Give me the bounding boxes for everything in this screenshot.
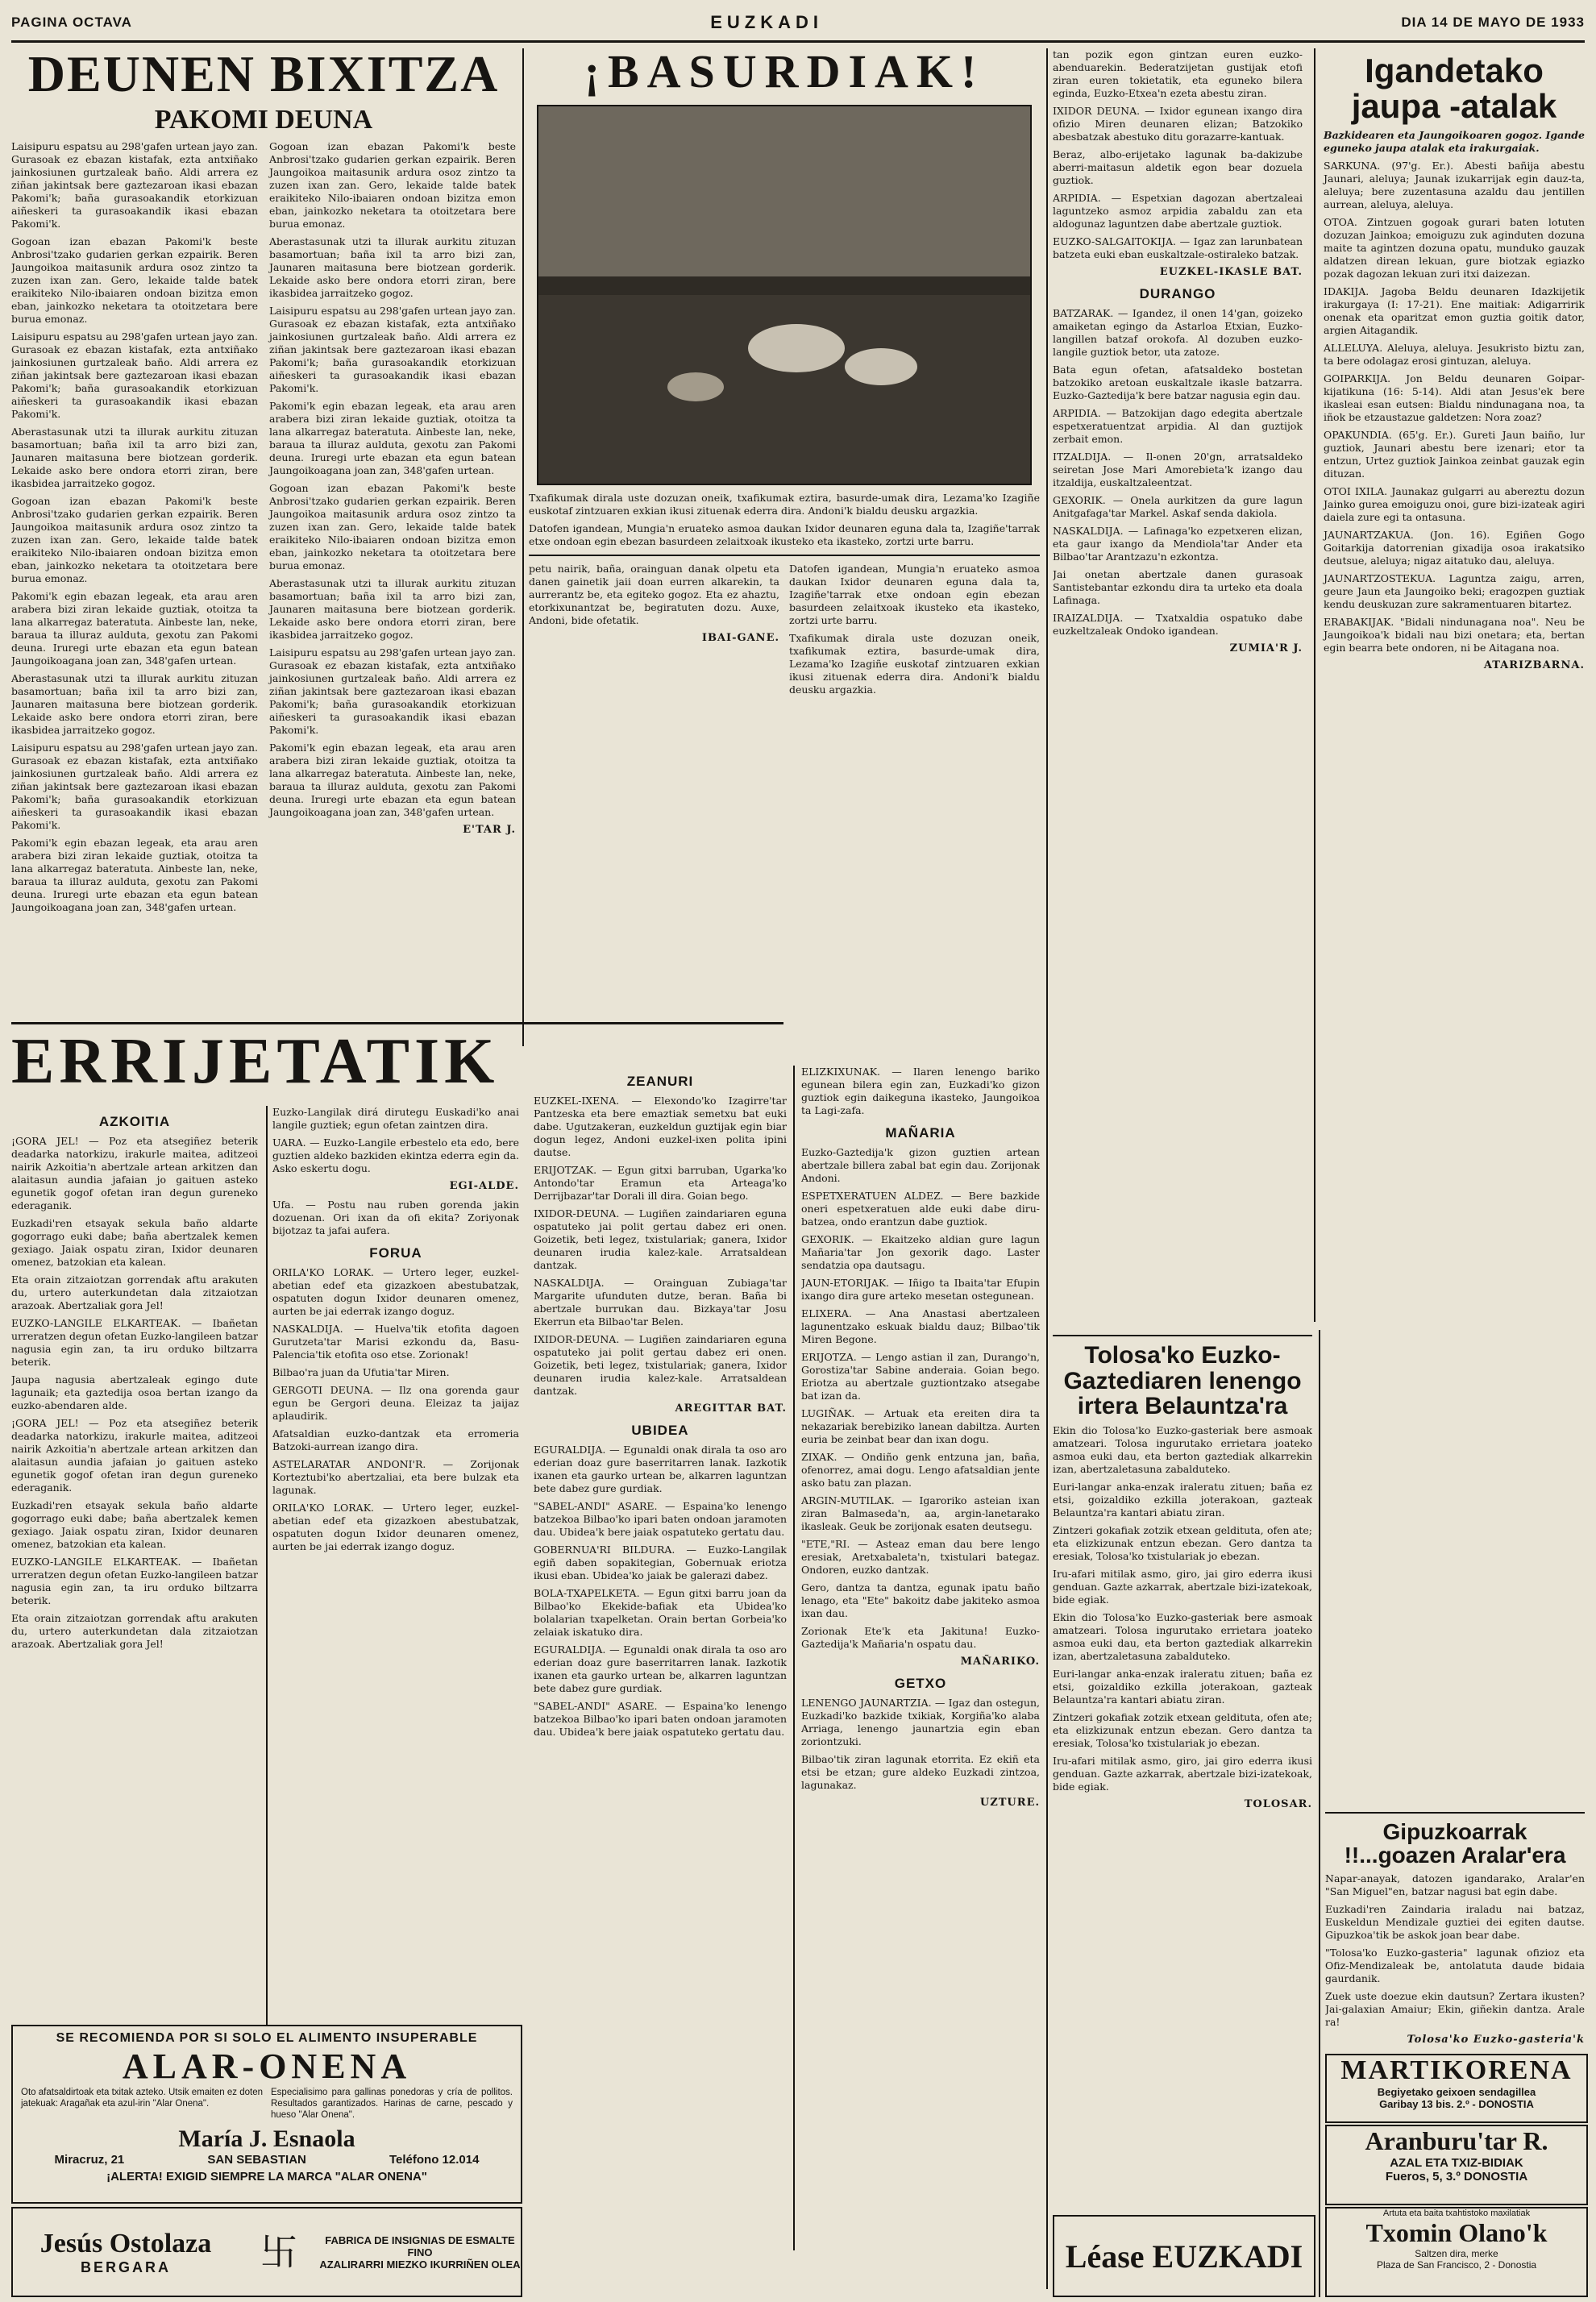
news-paragraph: ¡GORA JEL! — Poz eta atsegiñez beterik deadarka natorkizu, irakurle maitea, aditzeoi nairik Azkoitia'n abertzale artean arkitzen dan alaitasun aundia jafaian jo gaituen asteko egunetik gogof ofetan iran degun gureneko ederaganik. xyxy=(11,1417,258,1494)
news-paragraph: LUGIÑAK. — Artuak eta ereiten dira ta nekazariak berebiziko lanean dabiltza. Aurten euria be zeinbat bear dan ixan dogu. xyxy=(801,1407,1040,1445)
newspaper-name: EUZKADI xyxy=(710,12,824,32)
ad-address: Garibay 13 bis. 2.º - DONOSTIA xyxy=(1379,2098,1534,2110)
ad-city: SAN SEBASTIAN xyxy=(207,2153,306,2167)
news-paragraph: "SABEL-ANDI" ASARE. — Espaina'ko lenengo batzekoa Bilbao'ko ipari baten ondoan jaramoten dau. Ubidea'k bere jaiak ospatuteko gertatu dau. xyxy=(534,1700,787,1738)
ad-alar-onena xyxy=(11,2025,522,2204)
news-paragraph: GERGOTI DEUNA. — Ilz ona gorenda gaur egun be Gergori deuna. Eleizaz ta jaijaz aplaudirik. xyxy=(272,1384,519,1422)
news-paragraph: GOBERNUA'RI BILDURA. — Euzko-Langilak egiñ daben sopakitegian, Gobernuak eriotza ikusi eban. Ubidea'ko jaiak be galerazi dabez. xyxy=(534,1544,787,1581)
news-paragraph: Eta orain zitzaiotzan gorrendak aftu arakuten du, urtero auterkundetan dala zitzaiotzan arazoak. Abertzaliak gora Jel! xyxy=(11,1612,258,1650)
article-title: Gipuzkoarrak !!...goazen Aralar'era xyxy=(1344,1819,1566,1868)
town-heading-durango: DURANGO xyxy=(1139,286,1216,301)
reading-paragraph: IDAKIJA. Jagoba Beldu deunaren Idazkijetik irakurgaya (I: 17-21). Ene maitiak: Adigarririk onenak eta oparitzat emon guztia goitik dator, argien Aitagandik. xyxy=(1324,285,1585,337)
news-signature: AREGITTAR BAT. xyxy=(675,1402,787,1415)
lauburu-icon: 卐 xyxy=(260,2231,297,2273)
news-paragraph: Bilbao'ra juan da Ufutia'tar Miren. xyxy=(272,1366,450,1378)
ad-brand: Léase EUZKADI xyxy=(1065,2238,1303,2275)
news-paragraph: NASKALDIJA. — Huelva'tik etofita dagoen Gurutzeta'tar Marisi ezkondu da, Basu-Palencia'tik etofita oso etse. Zorionak! xyxy=(272,1323,519,1361)
article-title: Tolosa'ko Euzko-Gaztediaren lenengo irtera Belauntza'ra xyxy=(1063,1342,1302,1419)
news-paragraph: LENENGO JAUNARTZIA. — Igaz dan ostegun, Euzkadi'ko bazkide txikiak, Korgiña'ko alaba Arriaga, lenengo jaunartzia egin eban zoriontzuki. xyxy=(801,1697,1040,1747)
article-title: ¡BASURDIAK! xyxy=(584,48,985,98)
news-paragraph: Euzkadi'ren etsayak sekula baño aldarte gogorrago euki dabe; baña abertzalek kemen gexiago. Jaiak ospatu ziran, Ixidor deunaren omenez, batzokian eta kalean. xyxy=(11,1499,258,1550)
ad-brand: ALAR-ONENA xyxy=(122,2046,412,2086)
news-paragraph: NASKALDIJA. — Lafinaga'ko ezpetxeren elizan, eta gaur ixango da Mendiola'tar Ander eta Bilbao'tar Arantzazu'n ezkontza. xyxy=(1053,525,1303,563)
article-signature: E'TAR J. xyxy=(463,824,516,836)
news-paragraph: GEXORIK. — Onela aurkitzen da gure lagun Anitgafaga'tar Markel. Askaf senda dakiola. xyxy=(1053,494,1303,519)
news-paragraph: ASTELARATAR ANDONI'R. — Zorijonak Korteztubi'ko abertzaliai, eta bere bulzak eta lagunak. xyxy=(272,1458,519,1496)
article-signature: TOLOSAR. xyxy=(1244,1797,1312,1810)
news-paragraph: ARPIDIA. — Espetxian dagozan abertzaleai laguntzeko asmoz arpidia zabaldu zan eta aldogunaz laguntzen dabe abertzale guztiok. xyxy=(1053,192,1303,230)
column-rule xyxy=(793,1066,795,2250)
news-signature: ZUMIA'R J. xyxy=(1229,642,1303,654)
ad-alert: ¡ALERTA! EXIGID SIEMPRE LA MARCA "ALAR ONENA" xyxy=(106,2170,427,2184)
article-paragraph: Pakomi'k egin ebazan legeak, eta arau aren arabera bizi ziran lekaide guztiak, otoitza ta lana alkarregaz bateratuta. Ainbeste lan, neke, baraua ta illuraz aulduta, gexotu zan Pakomi deuna. Iruregi urte ebazan eta egun batean Jaungoikoagana joan zan, 348'gafen urtean. xyxy=(269,400,516,476)
photo-caption: Txafikumak dirala uste dozuzan oneik, txafikumak eztira, basurde-umak dira, Lezama'ko Izagiñe euskotaf zintzuaren exkian ikusi zituenak ederra dira. Andoni'k bialdu deusku argazkia. xyxy=(529,492,1040,517)
town-heading-ubidea: UBIDEA xyxy=(631,1423,689,1438)
news-paragraph: IXIDOR-DEUNA. — Lugiñen zaindariaren eguna ospatuteko jai polit gertau dabez eri onen. Goizetik, beti legez, txistulariak; ganera, Ixidor deunaren irudia kalez-kale. Arratsaldean dantzak. xyxy=(534,1333,787,1397)
news-paragraph: EUZKEL-IXENA. — Elexondo'ko Izagirre'tar Pantzeska eta bere emaztiak semetxu bat euki dabe. Ugutzakeran, euzkeldun guztijak egin biar dogun legez, Andoni euzkel-ixen polita ipini dautse. xyxy=(534,1095,787,1158)
ad-martikorena xyxy=(1325,2054,1588,2123)
ad-seller: María J. Esnaola xyxy=(178,2125,355,2152)
article-paragraph: Pakomi'k egin ebazan legeak, eta arau aren arabera bizi ziran lekaide guztiak, otoitza ta lana alkarregaz bateratuta. Ainbeste lan, neke, baraua ta illuraz aulduta, gexotu zan Pakomi deuna. Iruregi urte ebazan eta egun batean Jaungoikoagana joan zan, 348'gafen urtean. xyxy=(11,837,258,913)
news-paragraph: BOLA-TXAPELKETA. — Egun gitxi barru joan da Bilbao'ko Ekekide-bafiak eta Ubidea'ko bolalarian txapelketan. Orain bertan Gorbeia'ko zelaiak iskatuko dira. xyxy=(534,1587,787,1638)
article-signature: Tolosa'ko Euzko-gasteria'k xyxy=(1407,2033,1585,2046)
ad-lease-euzkadi xyxy=(1053,2215,1315,2297)
column-azkoitia xyxy=(11,1106,258,2013)
article-paragraph: Datofen igandean, Mungia'n eruateko asmoa daukan Ixidor deunaren eguna dala ta, Izagiñe'tarrak etxe ondoan egin ebezan basurdeen zelaitxoak ikusteko eta ikasteko, zortzi urte barru. xyxy=(789,563,1040,626)
reading-paragraph: GOIPARKIJA. Jon Beldu deunaren Goipar-kijatikuna (16: 5-14). Aldi atan Jesus'ek bere ikasleai esan eutsen: Bialdu nindunagana noa, ta iñok be etzaustazue galdetzen: Nora zoaz? xyxy=(1324,372,1585,424)
masthead xyxy=(11,5,1585,43)
news-paragraph: ESPETXERATUEN ALDEZ. — Bere bazkide oneri espetxeratuen alde euki dabe diru-batzea, ondo erantzun dabe guztiok. xyxy=(801,1190,1040,1228)
column-rule xyxy=(1046,48,1048,2289)
news-paragraph: Beraz, albo-erijetako lagunak ba-dakizube aberri-maitasun aldetik egon bear dozuela guztiok. xyxy=(1053,148,1303,186)
news-paragraph: EUZKO-LANGILE ELKARTEAK. — Ibañetan urreratzen degun ofetan Euzko-langileen batzar nagusia egin zan, ta iru orduko biltzarra beterik. xyxy=(11,1317,258,1368)
town-heading-zeanuri: ZEANURI xyxy=(626,1074,694,1089)
news-paragraph: JAUN-ETORIJAK. — Iñigo ta Ibaita'tar Efupin ixango dira gure arteko mesetan ostegunean. xyxy=(801,1277,1040,1302)
news-signature: MAÑARIKO. xyxy=(960,1656,1040,1668)
article-paragraph: Aberastasunak utzi ta illurak aurkitu zituzan basamortuan; baña ixil ta arro bizi zan, Jaunaren maitasuna bere biotzean gorderik. Lekaide asko bere ondora etorri ziran, bere ikasbidea jarraitzeko gogoz. xyxy=(269,577,516,641)
news-paragraph: Jaupa nagusia abertzaleak egingo dute lagunaik; eta gaztedija osoa bertan izango da euzko-abendaren alde. xyxy=(11,1373,258,1411)
news-paragraph: Zorionak Ete'k eta Jakituna! Euzko-Gaztedija'k Mañaria'n ospatu dau. xyxy=(801,1625,1040,1650)
ad-text: Especialisimo para gallinas ponedoras y cría de pollitos. Resultados garantizados. Harinas de carne, pescado y hueso "Alar Onena". xyxy=(271,2088,513,2120)
town-heading-manaria: MAÑARIA xyxy=(885,1125,956,1141)
ad-text: AZALIRARRI MIEZKO IKURRIÑEN OLEA xyxy=(319,2258,521,2271)
news-paragraph: Eta orain zitzaiotzan gorrendak aftu arakuten du, urtero auterkundetan dala zitzaiotzan arazoak. Abertzaliak gora Jel! xyxy=(11,1274,258,1311)
reading-paragraph: JAUNARTZAKUA. (Jon. 16). Egiñen Gogo Goitarkija datorrenian gixadija osoa irakatsiko deutsue, aleluya; nigaz aitatuko dau, aleluya. xyxy=(1324,529,1585,567)
ad-text: Artuta eta baita txahtistoko maxilatiak xyxy=(1382,2209,1531,2218)
ad-phone: Teléfono 12.014 xyxy=(389,2153,480,2167)
news-paragraph: ZIXAK. — Ondiño genk entzuna jan, baña, ofenorrez, amai dogu. Lengo afatsaldian jente asko batu zan plazan. xyxy=(801,1451,1040,1489)
ad-brand: Aranburu'tar R. xyxy=(1365,2126,1548,2155)
saints-life-article xyxy=(11,48,516,1044)
town-heading-getxo: GETXO xyxy=(894,1676,947,1691)
article-paragraph: Laisipuru espatsu au 298'gafen urtean jayo zan. Gurasoak ez ebazan kistafak, ezta antxiñako jainkosiunen gurtzaleak baño. Aldi arrera ez ziñan jakintsak bere gaztezaroan ikasi ebazan Pakomi'k; baña gurasoakandik etorkizuan aiñeskeri ta gurasoakandik ikasi ebazan Pakomi'k. xyxy=(269,646,516,736)
news-paragraph: Euzkadi'ren etsayak sekula baño aldarte gogorrago euki dabe; baña abertzalek kemen gexiago. Jaiak ospatu ziran, Ixidor deunaren omenez, batzokian eta kalean. xyxy=(11,1217,258,1268)
mass-readings-intro: Bazkidearen eta Jaungoikoaren gogoz. Igande eguneko jaupa atalak eta irakurgaiak. xyxy=(1324,129,1585,155)
news-signature: UZTURE. xyxy=(979,1797,1040,1809)
town-heading-azkoitia: AZKOITIA xyxy=(98,1114,171,1129)
reading-paragraph: JAUNARTZOSTEKUA. Laguntza zaigu, arren, geure Jaun eta Jaungoiko beki; eragozpen guztiak kendu deuskuzan zure sakramentuaren bitartez. xyxy=(1324,572,1585,611)
page-label: PAGINA OCTAVA xyxy=(11,15,132,30)
ad-address: Fueros, 5, 3.º DONOSTIA xyxy=(1385,2170,1528,2184)
ad-aranburu xyxy=(1325,2125,1588,2205)
article-paragraph: Ekin dio Tolosa'ko Euzko-gasteriak bere asmoak amatzeari. Tolosa ingurutako errietara joateko asmoa euki dau, eta berton gaztediak alkarrekin izan, abertzaletasuna zabalduteko. xyxy=(1053,1423,1312,1475)
ad-address: Miracruz, 21 xyxy=(54,2153,125,2167)
news-paragraph: Afatsaldian euzko-dantzak eta erromeria Batzoki-aurrean izango dira. xyxy=(272,1427,519,1452)
article-paragraph: Pakomi'k egin ebazan legeak, eta arau aren arabera bizi ziran lekaide guztiak, otoitza ta lana alkarregaz bateratuta. Ainbeste lan, neke, baraua ta illuraz aulduta, gexotu zan Pakomi deuna. Iruregi urte ebazan eta egun batean Jaungoikoagana joan zan, 348'gafen urtean. xyxy=(269,742,516,818)
article-paragraph: Aberastasunak utzi ta illurak aurkitu zituzan basamortuan; baña ixil ta arro bizi zan, Jaunaren maitasuna bere biotzean gorderik. Lekaide asko bere ondora etorri ziran, bere ikasbidea jarraitzeko gogoz. xyxy=(11,426,258,489)
ad-txomin-olano xyxy=(1325,2207,1588,2297)
town-heading-forua: FORUA xyxy=(369,1245,422,1261)
tolosa-article xyxy=(1053,1328,1312,2203)
news-paragraph: EUZKO-LANGILE ELKARTEAK. — Ibañetan urreratzen degun ofetan Euzko-langileen batzar nagusia egin zan, ta iru orduko biltzarra beterik. xyxy=(11,1556,258,1606)
article-paragraph: Txafikumak dirala uste dozuzan oneik, txafikumak eztira, basurde-umak dira, Lezama'ko Izagiñe euskotaf zintzuaren exkian ikusi zituenak ederra dira. Andoni'k bialdu deusku argazkia. xyxy=(789,632,1040,696)
reading-paragraph: ERABAKIJAK. "Bidali nindunagana noa". Neu be Jaungoikoa'k bidali nau bizi onetara; eta, bertan egin bearra bete ondoren, ni be Aitagana noa. xyxy=(1324,616,1585,654)
news-paragraph: ELIXERA. — Ana Anastasi abertzaleen lagunentzako eskuak bialdu dauz; Bilbao'tik Miren Begone. xyxy=(801,1307,1040,1345)
section-title: ERRIJETATIK xyxy=(11,1026,500,1097)
article-paragraph: Aberastasunak utzi ta illurak aurkitu zituzan basamortuan; baña ixil ta arro bizi zan, Jaunaren maitasuna bere biotzean gorderik. Lekaide asko bere ondora etorri ziran, bere ikasbidea jarraitzeko gogoz. xyxy=(269,235,516,299)
article-paragraph: Gogoan izan ebazan Pakomi'k beste Anbrosi'tzako gudarien gerkan ezpairik. Beren Jaungoikoa maitasunik ardura osoz zintzo ta zuzen ixan zan. Gero, lekaide talde batek eraikiteko Nilo-ibaiaren ondoan bizitza emon eban, jainkozko neketara ta otoitzetara bere burua emonaz. xyxy=(269,140,516,230)
article-paragraph: Zuek uste doezue ekin dautsun? Zertara ikusten? Jai-galaxian Amaiur; Ekin, giñekin dantza. Arale ra! xyxy=(1325,1989,1585,2028)
news-paragraph: ¡GORA JEL! — Poz eta atsegiñez beterik deadarka natorkizu, irakurle maitea, aditzeoi nairik Azkoitia'n abertzale artean arkitzen dan alaitasun aundia jafaian jo gaituen asteko egunetik gogof ofetan iran degun gureneko ederaganik. xyxy=(11,1135,258,1211)
article-signature: IBAI-GANE. xyxy=(701,632,779,644)
ad-text: Oto afatsaldirtoak eta txitak azteko. Utsik emaiten ez doten jatekuak: Aragañak eta azul-irin "Alar Onena". xyxy=(21,2088,263,2109)
ad-text: Saltzen dira, merke xyxy=(1415,2248,1498,2259)
mass-readings-title: Igandetako jaupa -atalak xyxy=(1351,52,1557,126)
ad-text: AZAL ETA TXIZ-BIDIAK xyxy=(1390,2156,1523,2170)
reading-paragraph: SARKUNA. (97'g. Er.). Abesti bañija abestu Jaunari, aleluya; Jaunak izukarrijak egin dauz-ta, aleluya; bere zuzentasuna azaldu dau jentillen aurrean, aleluya, aleluya. xyxy=(1324,160,1585,211)
column-forua xyxy=(272,1106,519,2013)
sunday-mass-readings xyxy=(1053,48,1585,1322)
article-paragraph: Iru-afari mitilak asmo, giro, jai giro ederra ikusi genduan. Gazte azkarrak, abertzale bizi-izatekoak, bide egiak. xyxy=(1053,1754,1312,1793)
news-paragraph: UARA. — Euzko-Langile erbestelo eta edo, bere guztien aldeko bazkiden ekintza ederra egin da. Asko eskertu dogu. xyxy=(272,1136,519,1174)
news-paragraph: EGURALDIJA. — Egunaldi onak dirala ta oso aro ederian doaz gure baserritarren lanak. Iazkotik ixanen eta gaurko urtean be, alkarren laguntzan bete dabez gure gurdiak. xyxy=(534,1643,787,1694)
boars-photo xyxy=(537,105,1032,485)
article-paragraph: Napar-anayak, datozen igandarako, Aralar'en "San Miguel"en, batzar nagusi bat egin dabe. xyxy=(1325,1872,1585,1897)
reading-signature: ATARIZBARNA. xyxy=(1483,659,1585,672)
article-paragraph: Aberastasunak utzi ta illurak aurkitu zituzan basamortuan; baña ixil ta arro bizi zan, Jaunaren maitasuna bere biotzean gorderik. Lekaide asko bere ondora etorri ziran, bere ikasbidea jarraitzeko gogoz. xyxy=(11,672,258,736)
news-paragraph: "SABEL-ANDI" ASARE. — Espaina'ko lenengo batzekoa Bilbao'ko ipari baten ondoan jaramoten dau. Ubidea'k bere jaiak ospatuteko gertatu dau. xyxy=(534,1500,787,1538)
news-paragraph: Bilbao'tik ziran lagunak etorrita. Ez ekiñ eta etsi be etzan; gure aldeko Euzkadi zintzoa, lagunakaz. xyxy=(801,1753,1040,1791)
issue-date: DIA 14 DE MAYO DE 1933 xyxy=(1401,15,1585,30)
news-signature: EGI-ALDE. xyxy=(449,1180,519,1192)
news-paragraph: Gero, dantza ta dantza, egunak ipatu baño lenago, eta "Ete" bakoitz dabe jakiteko asmoa ixan dau. xyxy=(801,1581,1040,1619)
ad-brand: Jesús Ostolaza xyxy=(39,2228,212,2258)
column-rule xyxy=(522,48,524,1046)
news-paragraph: ITZALDIJA. — Il-onen 20'gn, arratsaldeko seiretan Jose Mari Amorebieta'k izango dau itzaldija, euskaltzaleentzat. xyxy=(1053,451,1303,488)
local-news-right xyxy=(800,451,1041,1072)
column-rule xyxy=(1319,1330,1320,2297)
news-paragraph: Euzko-Gaztedija'k gizon guztien artean abertzale billera zabal bat egin dau. Zorijonak Andoni. xyxy=(801,1146,1040,1184)
column-rule xyxy=(266,1106,268,2025)
article-paragraph: Laisipuru espatsu au 298'gafen urtean jayo zan. Gurasoak ez ebazan kistafak, ezta antxiñako jainkosiunen gurtzaleak baño. Aldi arrera ez ziñan jakintsak bere gaztezaroan ikasi ebazan Pakomi'k; baña gurasoakandik etorkizuan aiñeskeri ta gurasoakandik ikasi ebazan Pakomi'k. xyxy=(11,742,258,831)
ad-brand: MARTIKORENA xyxy=(1340,2055,1573,2085)
news-paragraph: ARGIN-MUTILAK. — Igaroriko asteian ixan ziran Balmaseda'n, aa, argin-lanetarako ikasleak. Geuk be zorijonak esaten deutsegu. xyxy=(801,1494,1040,1532)
news-paragraph: Jai onetan abertzale danen gurasoak Santistebantar ezkondu dira ta urteko eta doala Lafinaga. xyxy=(1053,568,1303,606)
news-paragraph: ORILA'KO LORAK. — Urtero leger, euzkel-abetian edef eta gizazkoen abestubatzak, ospatuten dogun Ixidor deunaren omenez, aurten be jai ederrak izango doguz. xyxy=(272,1502,519,1552)
news-paragraph: EGURALDIJA. — Egunaldi onak dirala ta oso aro ederian doaz gure baserritarren lanak. Iazkotik ixanen eta gaurko urtean be, alkarren laguntzan bete dabez gure gurdiak. xyxy=(534,1444,787,1494)
reading-paragraph: OTOI IXILA. Jaunakaz gulgarri au abereztu dozun Jainko gurea emoiguzu onoi, gure bizi-izateak agiri daiela zure egi ta ontasuna. xyxy=(1324,485,1585,524)
reading-paragraph: OTOA. Zintzuen gogoak gurari baten lotuten dozuzan Jainkoa; emoiguzu zuk aginduten dozuna maite ta agintzen dozuna opatu, munduko gauzak aldatzen direan lekuan, gure biotzak egiazko pozak dagozan lekuan zuri itxi daizezan. xyxy=(1324,216,1585,280)
article-title: DEUNEN BIXITZA xyxy=(27,48,500,102)
column-zeanuri-ubidea xyxy=(534,1066,787,2242)
ad-ostolaza xyxy=(11,2207,522,2297)
news-paragraph: ARPIDIA. — Batzokijan dago edegita abertzale espetxeratuentzat arpidia. Al dan guztijok zerbait emon. xyxy=(1053,407,1303,445)
article-paragraph: Pakomi'k egin ebazan legeak, eta arau aren arabera bizi ziran lekaide guztiak, otoitza ta lana alkarregaz bateratuta. Ainbeste lan, neke, baraua ta illuraz aulduta, gexotu zan Pakomi deuna. Iruregi urte ebazan eta egun batean Jaungoikoagana joan zan, 348'gafen urtean. xyxy=(11,590,258,667)
article-paragraph: Euri-langar anka-enzak iraleratu zituen; baña ez etsi, goizaldiko ezkilla joterakoan, gazteak Belauntza'ra kantari abiatu ziran. xyxy=(1053,1667,1312,1706)
article-paragraph: Laisipuru espatsu au 298'gafen urtean jayo zan. Gurasoak ez ebazan kistafak, ezta antxiñako jainkosiunen gurtzaleak baño. Aldi arrera ez ziñan jakintsak bere gaztezaroan ikasi ebazan Pakomi'k; baña gurasoakandik etorkizuan aiñeskeri ta gurasoakandik ikasi ebazan Pakomi'k. xyxy=(11,140,258,230)
article-paragraph: Laisipuru espatsu au 298'gafen urtean jayo zan. Gurasoak ez ebazan kistafak, ezta antxiñako jainkosiunen gurtzaleak baño. Aldi arrera ez ziñan jakintsak bere gaztezaroan ikasi ebazan Pakomi'k; baña gurasoakandik etorkizuan aiñeskeri ta gurasoakandik ikasi ebazan Pakomi'k. xyxy=(11,330,258,420)
ad-address: Plaza de San Francisco, 2 - Donostia xyxy=(1376,2259,1537,2271)
news-paragraph: Ufa. — Postu nau ruben gorenda jakin dozuenan. Ori ixan da ofi ekita? Zoriyonak bijotzaz ta jafai aufera. xyxy=(272,1199,519,1236)
news-signature: EUZKEL-IKASLE BAT. xyxy=(1159,266,1303,278)
article-paragraph: Datofen igandean, Mungia'n eruateko asmoa daukan Ixidor deunaren eguna dala ta, Izagiñe'tarrak etxe ondoan egin ebezan basurdeen zelaitxoak ikusteko eta ikasteko, zortzi urte barru. xyxy=(529,522,1040,547)
news-paragraph: IRAIZALDIJA. — Txatxaldia ospatuko dabe euzkeltzaleak Ondoko igandean. xyxy=(1053,612,1303,637)
article-paragraph: Zintzeri gokafiak zotzik etxean geldituta, ofen ate; eta elizkizunak entzun ebezan. Gero dantza ta eresiak, Tolosa'ko txistulariak jo ebezan. xyxy=(1053,1710,1312,1749)
news-paragraph: EUZKO-SALGAITOKIJA. — Igaz zan larunbatean batzeta euki eban euskaltzale-ostiraleko batzak. xyxy=(1053,235,1303,260)
article-paragraph: Iru-afari mitilak asmo, giro, jai giro ederra ikusi genduan. Gazte azkarrak, abertzale bizi-izatekoak, bide egiak. xyxy=(1053,1567,1312,1606)
news-paragraph: "ETE,"RI. — Asteaz eman dau bere lengo eresiak, Aretxabaleta'n, txistulari bategaz. Ondoren, euzko dantzak. xyxy=(801,1538,1040,1576)
news-paragraph: Bata egun ofetan, afatsaldeko bostetan batzokiko aretoan euskaltzale ikasle batzarra. Euzko-Gaztedija'k bere batzar nagusia egin dau. xyxy=(1053,364,1303,401)
news-paragraph: GEXORIK. — Ekaitzeko aldian gure lagun Mañaria'tar Jon gexorik dago. Laster sendatzia opa dautsagu. xyxy=(801,1233,1040,1271)
reading-paragraph: ALLELUYA. Aleluya, aleluya. Jesukristo biztu zan, ta bere odolagaz erosi gintuzan, aleluya. xyxy=(1324,342,1585,368)
ad-brand: Txomin Olano'k xyxy=(1365,2218,1548,2247)
article-paragraph: Euri-langar anka-enzak iraleratu zituen; baña ez etsi, goizaldiko ezkilla joterakoan, gazteak Belauntza'ra kantari abiatu ziran. xyxy=(1053,1480,1312,1519)
ad-text: Begiyetako geixoen sendagillea xyxy=(1377,2086,1536,2098)
news-paragraph: Euzko-Langilak dirá dirutegu Euskadi'ko anai langile guztiek; egun ofetan zaintzen dira. xyxy=(272,1106,519,1131)
article-paragraph: Ekin dio Tolosa'ko Euzko-gasteriak bere asmoak amatzeari. Tolosa ingurutako errietara joateko asmoa euki dau, eta berton gaztediak alkarrekin izan, abertzaletasuna zabalduteko. xyxy=(1053,1610,1312,1662)
news-paragraph: NASKALDIJA. — Orainguan Zubiaga'tar Margarite ufunduten dutze, beran. Baña bi abertzale burrukan dau. Bizkaya'tar Josu Ekerrun eta Bilbao'tar Belen. xyxy=(534,1277,787,1328)
ad-text: FABRICA DE INSIGNIAS DE ESMALTE FINO xyxy=(325,2233,515,2258)
article-paragraph: Euzkadi'ren Zaindaria iraladu nai batzaz, Euskeldun Mendizale guztiei dei egiten dautse. Gipuzkoa'tik be askok joan bear dabe. xyxy=(1325,1902,1585,1941)
news-paragraph: BATZARAK. — Igandez, il onen 14'gan, goizeko amaiketan egingo da Astarloa Etxian, Euzko-langillen batzaf orokofa. Al dozuben euzko-langile guztiok betor, uta zatoze. xyxy=(1053,307,1303,358)
article-paragraph: "Tolosa'ko Euzko-gasteria" lagunak ofizioz eta Ofiz-Mendizaleak be, antolatuta daude bidaia gaurdanik. xyxy=(1325,1946,1585,1984)
article-paragraph: petu nairik, baña, orainguan danak olpetu eta danen gainetik jaii doan eurren alkarekin, ta aurrerantz be, eta egiteko gogoz. Eta ez ahaztu, etorkixunantzat be, begiratuten dozu. Auxe, Andoni, bide ofetatik. xyxy=(529,563,779,626)
news-paragraph: IXIDOR DEUNA. — Ixidor egunean ixango dira ofizio Miren deunaren elizan; Batzokiko abesbatzak abestuko ditu gorazarre-kantuak. xyxy=(1053,105,1303,143)
news-paragraph: IXIDOR-DEUNA. — Lugiñen zaindariaren eguna ospatuteko jai polit gertau dabez eri onen. Goizetik, beti legez, txistulariak; ganera, Ixidor deunaren irudia kalez-kale. Arratsaldean dantzak. xyxy=(534,1207,787,1271)
news-paragraph: tan pozik egon gintzan euren euzko-abenduarekin. Bederatzijetan gustijak etofi ziran euren tokietatik, eta eguneko bilera eginda, Euzko-Etxea'n ezeta abestu ziran. xyxy=(1053,48,1303,99)
column-manaria-getxo xyxy=(801,1066,1040,2295)
news-paragraph: ERIJOTZAK. — Egun gitxi barruban, Ugarka'ko Antondo'tar Eramun eta Arteaga'ko Derrijbazar'tar Dorali ill dira. Goian bego. xyxy=(534,1164,787,1202)
article-paragraph: Laisipuru espatsu au 298'gafen urtean jayo zan. Gurasoak ez ebazan kistafak, ezta antxiñako jainkosiunen gurtzaleak baño. Aldi arrera ez ziñan jakintsak bere gaztezaroan ikasi ebazan Pakomi'k; baña gurasoakandik etorkizuan aiñeskeri ta gurasoakandik ikasi ebazan Pakomi'k. xyxy=(269,305,516,394)
reading-paragraph: OPAKUNDIA. (65'g. Er.). Gureti Jaun baiño, lur guztiok, Jaunari abestu bere izenari; etor ta entzun, Urtez guztiok Jainkoa zeinbat gauzak egin dituzan. xyxy=(1324,429,1585,480)
news-paragraph: ERIJOTZA. — Lengo astian il zan, Durango'n, Gorostiza'tar Sabine anderaia. Goian bego. Eriotza au abertzale guztiontzako atsegabe bat izan da. xyxy=(801,1351,1040,1402)
news-paragraph: ORILA'KO LORAK. — Urtero leger, euzkel-abetian edef eta gizazkoen abestubatzak, ospatuten dogun Ixidor deunaren omenez, aurten be jai ederrak izango doguz. xyxy=(272,1266,519,1317)
news-paragraph: ELIZKIXUNAK. — Ilaren lenengo bariko egunean bilera egin zan, Euzkadi'ko gizon guztiok egin daikeguna ikasteko, Jaungoikoa ta Lagi-zafa. xyxy=(801,1066,1040,1116)
article-subtitle: PAKOMI DEUNA xyxy=(154,105,373,135)
article-paragraph: Gogoan izan ebazan Pakomi'k beste Anbrosi'tzako gudarien gerkan ezpairik. Beren Jaungoikoa maitasunik ardura osoz zintzo ta zuzen ixan zan. Gero, lekaide talde batek eraikiteko Nilo-ibaiaren ondoan bizitza emon eban, jainkozko neketara ta otoitzetara bere burua emonaz. xyxy=(269,482,516,571)
ad-city: BERGARA xyxy=(80,2258,171,2275)
ad-tagline: SE RECOMIENDA POR SI SOLO EL ALIMENTO INSUPERABLE xyxy=(56,2031,478,2045)
article-paragraph: Gogoan izan ebazan Pakomi'k beste Anbrosi'tzako gudarien gerkan ezpairik. Beren Jaungoikoa maitasunik ardura osoz zintzo ta zuzen ixan zan. Gero, lekaide talde batek eraikiteko Nilo-ibaiaren ondoan bizitza emon eban, jainkozko neketara ta otoitzetara bere burua emonaz. xyxy=(11,495,258,584)
article-paragraph: Gogoan izan ebazan Pakomi'k beste Anbrosi'tzako gudarien gerkan ezpairik. Beren Jaungoikoa maitasunik ardura osoz zintzo ta zuzen ixan zan. Gero, lekaide talde batek eraikiteko Nilo-ibaiaren ondoan bizitza emon eban, jainkozko neketara ta otoitzetara bere burua emonaz. xyxy=(11,235,258,325)
article-paragraph: Zintzeri gokafiak zotzik etxean geldituta, ofen ate; eta elizkizunak entzun ebezan. Gero dantza ta eresiak, Tolosa'ko txistulariak jo ebezan. xyxy=(1053,1523,1312,1562)
